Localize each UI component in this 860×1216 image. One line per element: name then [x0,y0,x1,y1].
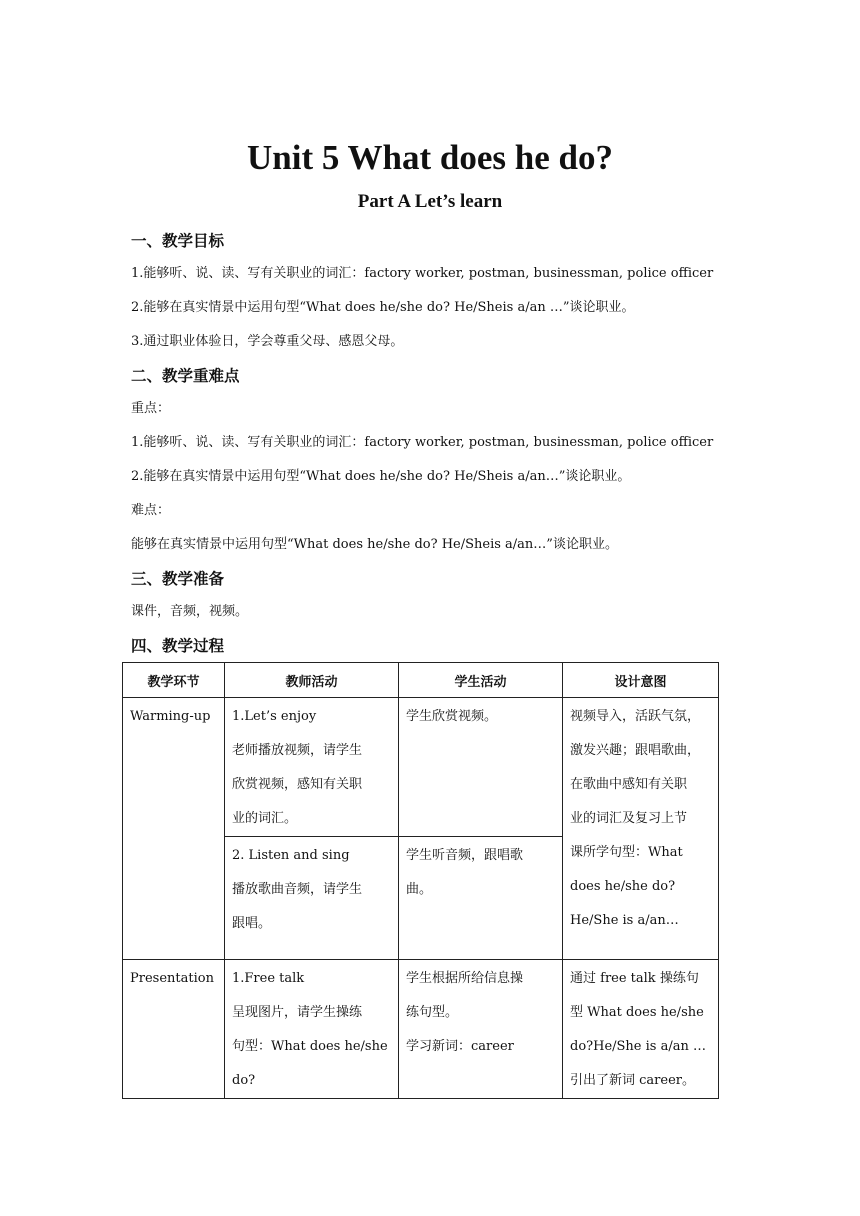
student-line: 学生听音频，跟唱歌 [406,848,524,863]
teacher-line: 1.Free talk [232,971,305,986]
goal-item-1: 1.能够听、说、读、写有关职业的词汇：factory worker, postman, businessman, police officer [131,266,714,281]
intent-cell [563,960,719,1099]
process-table [122,662,719,1099]
intent-line: 视频导入，活跃气氛， [570,709,701,724]
teacher-line: 欣赏视频，感知有关职 [232,777,363,792]
intent-line: 在歌曲中感知有关职 [570,777,688,792]
heading-goals: 一、教学目标 [131,232,225,250]
intent-line: does he/she do? [570,879,676,894]
heading-preparation: 三、教学准备 [131,570,225,588]
preparation-text: 课件，音频，视频。 [131,604,249,619]
teacher-line: 2. Listen and sing [232,848,350,863]
teacher-line: 跟唱。 [232,916,272,931]
intent-line: 课所学句型：What [570,845,683,860]
document-subtitle: Part A Let’s learn [357,191,503,212]
table-header-row [123,663,719,698]
student-line: 学生根据所给信息操 [406,971,524,986]
teacher-cell [225,837,399,960]
intent-line: 激发兴趣；跟唱歌曲， [570,743,701,758]
key-item-1: 1.能够听、说、读、写有关职业的词汇：factory worker, postman, businessman, police officer [131,435,714,450]
document-title: Unit 5 What does he do? [247,138,613,177]
teacher-cell [225,698,399,837]
teacher-line: 句型：What does he/she [232,1039,388,1054]
intent-line: 引出了新词 career。 [570,1073,695,1088]
difficulty-label: 难点： [131,503,171,518]
difficulty-item: 能够在真实情景中运用句型“What does he/she do? He/Sheis a/an…”谈论职业。 [131,537,618,552]
student-cell [399,960,563,1099]
stage-label: Warming-up [130,709,211,724]
teacher-line: do? [232,1073,256,1088]
stage-warming-up [123,698,225,960]
stage-label: Presentation [130,971,214,986]
student-cell [399,698,563,837]
key-item-2: 2.能够在真实情景中运用句型“What does he/she do? He/Sheis a/an…”谈论职业。 [131,469,631,484]
student-line: 练句型。 [406,1005,459,1020]
header-intent: 设计意图 [563,663,719,698]
teacher-cell [225,960,399,1099]
table-row [123,960,719,1099]
intent-line: 型 What does he/she [570,1005,704,1020]
intent-line: do?He/She is a/an … [570,1039,706,1054]
teacher-line: 呈现图片，请学生操练 [232,1005,363,1020]
goal-item-3: 3.通过职业体验日，学会尊重父母、感恩父母。 [131,334,404,349]
goal-item-2: 2.能够在真实情景中运用句型“What does he/she do? He/Sheis a/an …”谈论职业。 [131,300,635,315]
table-row [123,698,719,837]
stage-presentation [123,960,225,1099]
teacher-line: 业的词汇。 [232,811,298,826]
header-stage: 教学环节 [123,663,225,698]
heading-process: 四、教学过程 [131,637,225,655]
teacher-line: 播放歌曲音频，请学生 [232,882,363,897]
teacher-line: 1.Let’s enjoy [232,709,317,724]
intent-line: He/She is a/an… [570,913,679,928]
heading-keypoints: 二、教学重难点 [131,367,240,385]
student-line: 学生欣赏视频。 [406,709,498,724]
header-teacher: 教师活动 [225,663,399,698]
key-label: 重点： [131,401,171,416]
intent-line: 通过 free talk 操练句 [570,971,699,986]
student-line: 学习新词：career [406,1039,514,1054]
intent-cell [563,698,719,960]
student-line: 曲。 [406,882,433,897]
header-student: 学生活动 [399,663,563,698]
student-cell [399,837,563,960]
intent-line: 业的词汇及复习上节 [570,811,688,826]
teacher-line: 老师播放视频，请学生 [232,743,363,758]
